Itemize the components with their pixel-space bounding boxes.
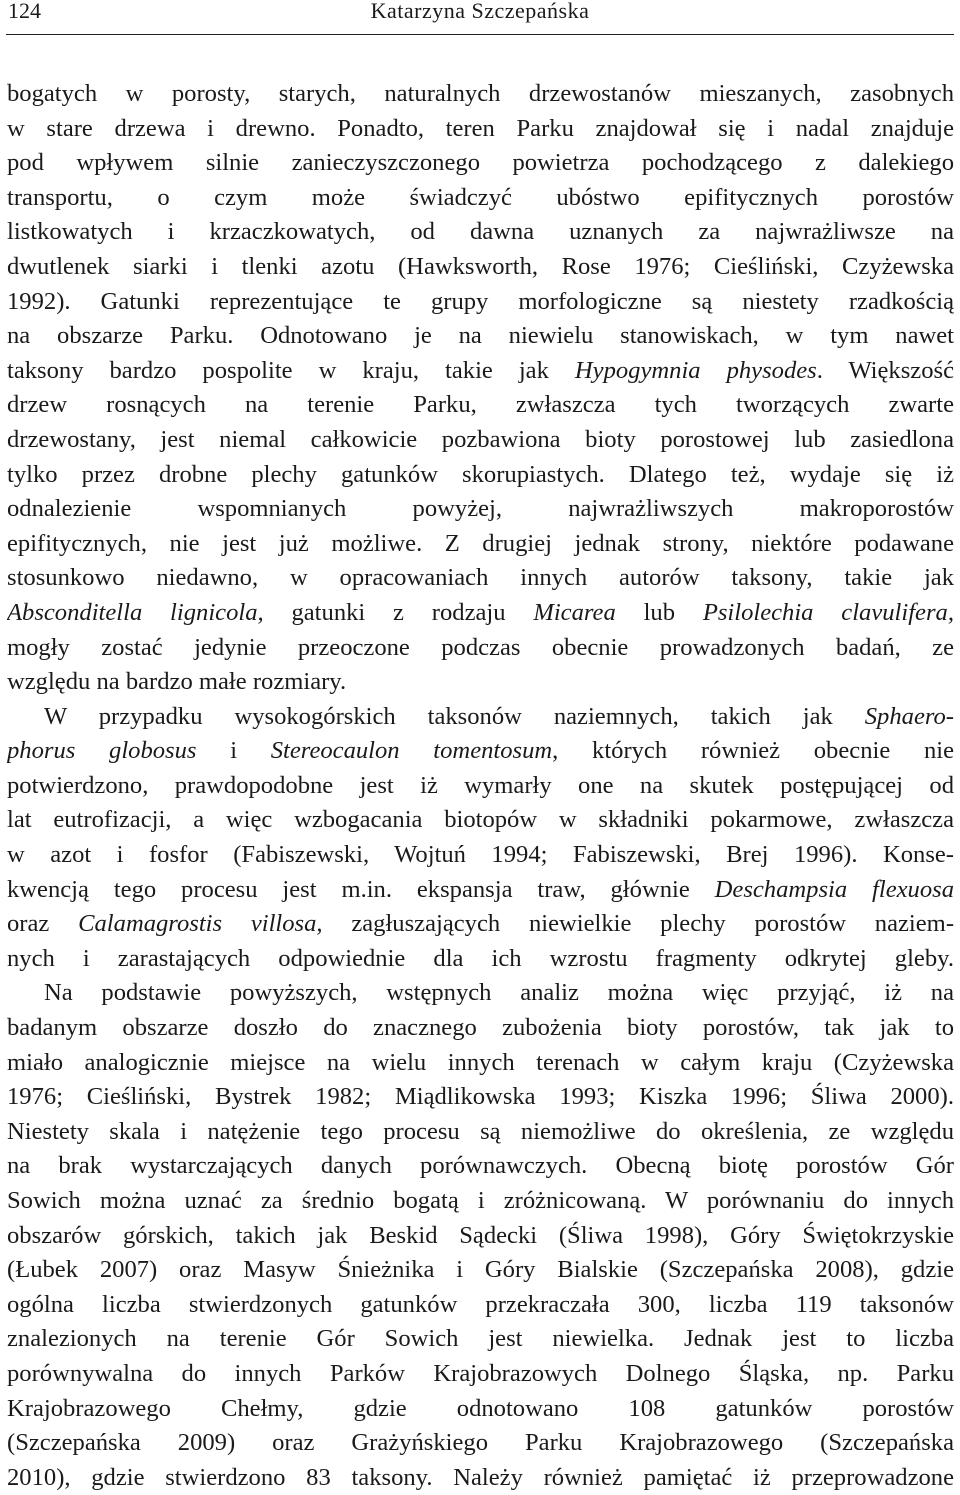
- text-line: [7, 734, 954, 769]
- taxon-name: Stereocaulon tomentosum: [270, 737, 553, 765]
- text-line: lat eutrofizacji, a więc wzbogacania biotopów w składniki pokarmowe, zwłaszcza: [7, 806, 954, 834]
- text-line: 1992). Gatunki reprezentujące te grupy morfologiczne są niestety rzadkością: [7, 287, 954, 315]
- text-run: lub: [615, 598, 703, 626]
- text-run: . Większość: [816, 356, 954, 384]
- text-run: gatunki z rodzaju: [263, 598, 534, 626]
- taxon-name: Sphaero-: [864, 702, 954, 730]
- text-line: pod wpływem silnie zanieczyszczonego powietrza pochodzącego z dalekiego: [7, 149, 954, 177]
- text-line: (Łubek 2007) oraz Masyw Śnieżnika i Góry Bialskie (Szczepańska 2008), gdzie: [7, 1256, 954, 1284]
- text-line: [7, 354, 954, 389]
- text-run: , których również obecnie nie: [552, 737, 954, 765]
- text-line: Na podstawie powyższych, wstępnych analiz można więc przyjąć, iż na: [44, 979, 954, 1007]
- text-line: dwutlenek siarki i tlenki azotu (Hawksworth, Rose 1976; Cieśliński, Czyżewska: [7, 252, 954, 280]
- text-run: oraz: [7, 910, 79, 938]
- text-line: [7, 873, 954, 908]
- running-header: [6, 0, 954, 35]
- text-line: [7, 907, 954, 942]
- text-line: tylko przez drobne plechy gatunków skorupiastych. Dlatego też, wydaje się iż: [7, 460, 954, 488]
- body-text: [7, 77, 954, 1495]
- text-line: 2010), gdzie stwierdzono 83 taksony. Należy również pamiętać iż przeprowadzone: [7, 1463, 954, 1491]
- text-run: W przypadku wysokogórskich taksonów naziemnych, takich jak: [44, 702, 865, 730]
- text-line: nych i zarastających odpowiednie dla ich wzrostu fragmenty odkrytej gleby.: [7, 944, 954, 972]
- taxon-name: Absconditella lignicola,: [7, 598, 264, 626]
- text-line: w stare drzewa i drewno. Ponadto, teren Parku znajdował się i nadal znajduje: [7, 114, 954, 142]
- text-line: badanym obszarze doszło do znacznego zubożenia bioty porostów, tak jak to: [7, 1014, 954, 1042]
- text-line: 1976; Cieśliński, Bystrek 1982; Miądlikowska 1993; Kiszka 1996; Śliwa 2000).: [7, 1083, 954, 1111]
- taxon-name: Calamagrostis villosa,: [78, 910, 323, 938]
- taxon-name: phorus globosus: [7, 737, 197, 765]
- text-line: na obszarze Parku. Odnotowano je na niewielu stanowiskach, w tym nawet: [7, 322, 954, 350]
- text-line: stosunkowo niedawno, w opracowaniach innych autorów taksony, takie jak: [7, 564, 954, 592]
- text-line: Sowich można uznać za średnio bogatą i zróżnicowaną. W porównaniu do innych: [7, 1187, 954, 1214]
- text-line: porównywalna do innych Parków Krajobrazowych Dolnego Śląska, np. Parku: [7, 1359, 954, 1387]
- text-line: epifitycznych, nie jest już możliwe. Z drugiej jednak strony, niektóre podawane: [7, 529, 954, 557]
- text-run: taksony bardzo pospolite w kraju, takie jak: [7, 356, 575, 384]
- text-line: bogatych w porosty, starych, naturalnych drzewostanów mieszanych, zasobnych: [7, 80, 954, 107]
- text-line: [7, 596, 954, 631]
- taxon-name: Psilolechia clavulifera,: [702, 598, 954, 626]
- text-line: odnalezienie wspomnianych powyżej, najwrażliwszych makroporostów: [7, 495, 954, 523]
- taxon-name: Hypogymnia physodes: [574, 356, 817, 384]
- text-run: i: [196, 737, 271, 765]
- text-line: potwierdzono, prawdopodobne jest iż wymarły one na skutek postępującej od: [7, 771, 954, 799]
- text-line: obszarów górskich, takich jak Beskid Sądecki (Śliwa 1998), Góry Świętokrzyskie: [7, 1221, 954, 1249]
- taxon-name: Micarea: [533, 598, 616, 626]
- text-line: względu na bardzo małe rozmiary.: [7, 668, 347, 696]
- text-line: (Szczepańska 2009) oraz Grażyńskiego Parku Krajobrazowego (Szczepańska: [7, 1429, 954, 1457]
- text-line: ogólna liczba stwierdzonych gatunków przekraczała 300, liczba 119 taksonów: [7, 1290, 954, 1318]
- text-line: miało analogicznie miejsce na wielu innych terenach w całym kraju (Czyżewska: [7, 1048, 954, 1076]
- text-line: drzewostany, jest niemal całkowicie pozbawiona bioty porostowej lub zasiedlona: [7, 425, 954, 453]
- text-run: zagłuszających niewielkie plechy porostów naziem-: [322, 910, 954, 938]
- text-line: transportu, o czym może świadczyć ubóstwo epifitycznych porostów: [7, 183, 954, 211]
- text-line: na brak wystarczających danych porównawczych. Obecną biotę porostów Gór: [7, 1152, 954, 1180]
- text-line: znalezionych na terenie Gór Sowich jest niewielka. Jednak jest to liczba: [7, 1325, 954, 1353]
- page-number: 124: [8, 0, 41, 23]
- text-line: w azot i fosfor (Fabiszewski, Wojtuń 1994; Fabiszewski, Brej 1996). Konse-: [7, 841, 954, 869]
- text-line: drzew rosnących na terenie Parku, zwłaszcza tych tworzących zwarte: [7, 391, 954, 419]
- taxon-name: Deschampsia flexuosa: [714, 875, 954, 903]
- text-line: listkowatych i krzaczkowatych, od dawna uznanych za najwrażliwsze na: [7, 218, 954, 246]
- text-run: kwencją tego procesu jest m.in. ekspansja traw, głównie: [7, 875, 715, 903]
- text-line: Krajobrazowego Chełmy, gdzie odnotowano 108 gatunków porostów: [7, 1394, 954, 1422]
- text-line: mogły zostać jedynie przeoczone podczas obecnie prowadzonych badań, ze: [7, 633, 954, 661]
- text-line: [7, 700, 954, 735]
- running-header-author: Katarzyna Szczepańska: [370, 0, 590, 23]
- text-line: Niestety skala i natężenie tego procesu są niemożliwe do określenia, ze względu: [7, 1117, 954, 1145]
